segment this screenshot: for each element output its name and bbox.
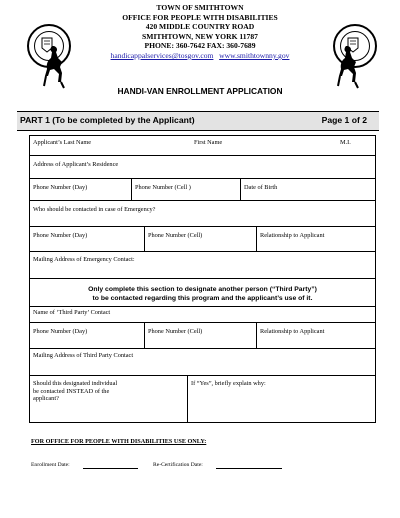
third-party-phone-cell-field[interactable]: Phone Number (Cell) — [148, 328, 203, 335]
third-party-name-field[interactable]: Name of ‘Third Party’ Contact — [33, 309, 111, 316]
website-link[interactable]: www.smithtownny.gov — [219, 50, 290, 60]
header-line: PHONE: 360-7642 FAX: 360-7689 — [144, 41, 256, 51]
last-name-field[interactable]: Applicant’s Last Name — [33, 139, 92, 146]
page-number: Page 1 of 2 — [321, 115, 367, 125]
header-line: TOWN OF SMITHTOWN — [156, 3, 244, 12]
explain-why-field[interactable]: If “Yes”, briefly explain why: — [191, 380, 266, 387]
part-label: PART 1 (To be completed by the Applicant) — [20, 115, 195, 125]
residence-address-field[interactable]: Address of Applicant’s Residence — [33, 161, 119, 168]
emergency-phone-day-field[interactable]: Phone Number (Day) — [33, 232, 88, 239]
header-line: 420 MIDDLE COUNTRY ROAD — [145, 22, 255, 32]
third-party-mailing-field[interactable]: Mailing Address of Third Party Contact — [33, 352, 134, 359]
office-header — [70, 3, 330, 61]
third-party-phone-day-field[interactable]: Phone Number (Day) — [33, 328, 88, 335]
bull-rider-icon — [40, 42, 68, 90]
emergency-mailing-field[interactable]: Mailing Address of Emergency Contact: — [33, 256, 135, 263]
phone-cell-field[interactable]: Phone Number (Cell ) — [135, 184, 191, 191]
third-party-relationship-field[interactable]: Relationship to Applicant — [260, 328, 325, 335]
recertification-date-line[interactable] — [216, 468, 282, 469]
enrollment-form — [29, 135, 376, 423]
emergency-phone-cell-field[interactable]: Phone Number (Cell) — [148, 232, 203, 239]
office-use-heading: FOR OFFICE FOR PEOPLE WITH DISABILITIES USE ONLY: — [31, 438, 207, 445]
middle-initial-field[interactable]: M.I. — [340, 139, 351, 146]
header-line: SMITHTOWN, NEW YORK 11787 — [142, 31, 258, 41]
recertification-date-label: Re-Certification Date: — [153, 462, 203, 468]
enrollment-date-label: Enrollment Date: — [31, 462, 70, 468]
contact-instead-question[interactable]: Should this designated individual be contacted INSTEAD of the applicant? — [33, 380, 118, 402]
form-title: HANDI-VAN ENROLLMENT APPLICATION — [117, 86, 283, 96]
bull-rider-right-icon — [334, 42, 362, 90]
emergency-contact-field[interactable]: Who should be contacted in case of Emergency? — [33, 206, 156, 213]
third-party-note: Only complete this section to designate another person (“Third Party”) to be contacted regarding this program and the applicant’s use of it. — [88, 286, 317, 302]
email-link[interactable]: handicappalservices@tosgov.com — [110, 50, 214, 60]
emergency-relationship-field[interactable]: Relationship to Applicant — [260, 232, 325, 239]
date-of-birth-field[interactable]: Date of Birth — [244, 184, 278, 191]
first-name-field[interactable]: First Name — [194, 139, 223, 146]
header-line: OFFICE FOR PEOPLE WITH DISABILITIES — [122, 12, 278, 22]
enrollment-date-line[interactable] — [83, 468, 138, 469]
phone-day-field[interactable]: Phone Number (Day) — [33, 184, 88, 191]
part-header-bar — [17, 111, 379, 131]
